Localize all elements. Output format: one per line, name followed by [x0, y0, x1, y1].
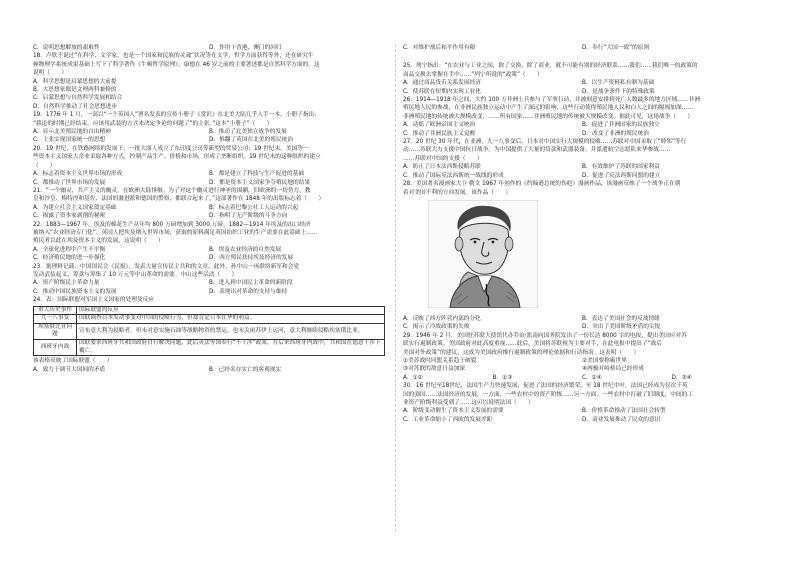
- statement-3: ③对苏联的敌意日益加深: [403, 366, 465, 373]
- option-d: D．表现出对革命的支持与维持: [209, 288, 288, 295]
- question-29: [403, 332, 761, 382]
- question-18: [33, 52, 385, 111]
- table-cell: 九一八事变: [34, 315, 77, 324]
- option-c: C．说明思想解放的艰难性: [33, 45, 100, 51]
- option-b: B．都是建立了科技与生产促进的基础: [209, 171, 304, 178]
- question-21: [33, 187, 385, 221]
- option-b: B．①③: [492, 374, 513, 381]
- option-b: B．进入到中国民主革命的新阶段: [209, 280, 293, 287]
- question-text: 25．列宁指出：“在农业与工业之间，除了交换，除了商业，就不可能有别的经济联系……我们……我们唯一的政策的: [403, 63, 698, 70]
- table-cell: 西班牙内战: [34, 339, 77, 355]
- option-a: A．阶级变动催生了资本主义发展的需要: [403, 408, 504, 415]
- option-a: A．①②: [403, 374, 423, 381]
- option-b: B．促进了非洲国家的民族独立: [582, 122, 660, 129]
- table-row: [34, 323, 385, 339]
- question-text: 业资产阶级利益受到了……这可以说明法国（ ）: [403, 399, 534, 406]
- question-text: 些资本主义国家大企业采取各种方式，控制产品生产、价格和市场，形成了垄断组织。19 世纪末的这种组织的建立: [33, 154, 321, 161]
- option-d: D．改变了非洲的殖民统治: [582, 130, 649, 137]
- option-d: D．自然科学推动了社会思想进步: [33, 103, 118, 110]
- question-22: [33, 221, 385, 263]
- question-text: 26．1914—1918 年之间，大约 100 万非洲士兵参与了军事行动，并被刻意安排到死亡人数最多的地方区域……非洲: [403, 97, 701, 104]
- question-text: 动……苏联大力支援中国抗日战争，为中国提供了大量的贷款和武器装备，并派遣航空志愿队来华参战……: [403, 147, 671, 154]
- table-row: [34, 306, 385, 315]
- statement-2: ②美国要称霸世界: [582, 357, 627, 364]
- option-d: D．西方殖民扶持埃及经济的发展: [209, 255, 294, 262]
- question-text: 非洲殖民地的传统被大规模改变，……所有国家……非洲殖民地的传统被大规模改变。据此可见，这场战争（ ）: [403, 113, 694, 120]
- question-24: [33, 296, 385, 374]
- question-text: 27．20 世纪 30 年代，在亚洲，九一八事变后，日本对中国实行大规模的侵略……苏联对中国采取了“睦邻”等行: [403, 139, 687, 146]
- table-cell: 宣布意大利为侵略者，但未对意实施石油等战略物资的禁运，也未关闭苏伊士运河，意大利继续侵略埃塞俄比亚。: [77, 323, 385, 339]
- option-d: D．是战争条件下的特殊政策: [582, 88, 655, 95]
- option-c: C．②④: [582, 374, 602, 381]
- options-prev: [403, 44, 761, 52]
- option-c: C．主张实现国家统一的思想: [33, 137, 106, 144]
- question-text: （ ）: [33, 162, 56, 169]
- option-c: C．都推动了世界市场的发展: [33, 179, 106, 186]
- question-text: 国的强国……法国经济的发展，一方面，一些农村中的资产阶级……另一方面，一些农村中打破了旧制度，中间的工: [403, 391, 694, 398]
- question-text: 殖民者以此在埃及资本主义的发展，这说明（ ）: [33, 238, 164, 245]
- option-a: A．通过商品货币关系发展经济: [403, 80, 481, 87]
- option-c: C．使苏联在短期内实现工业化: [403, 88, 481, 95]
- political-cartoon-image: [428, 200, 538, 308]
- question-text: “我论的时期已经结束，应该用武装的方式来决定争论的问题了”的主张。”这本“小册子”（ ）: [33, 120, 273, 127]
- column-divider: [395, 44, 396, 532]
- option-b: B．表达了美国社会的反战情绪: [582, 315, 660, 322]
- option-c: C．揭露了资本家剥削的秘密: [33, 213, 106, 220]
- option-d: D．作用于香港、澳门的回归: [209, 45, 282, 51]
- option-b: B．价格革命推动了法国社会转型: [582, 408, 666, 415]
- question-text: 顿物理学系统成果基础上写下了科学著作《牛顿哲学原理》。康德在 46 岁之前的主要著述都是自然科学方面的。这: [33, 61, 320, 68]
- option-a: A．资产阶级民主革命力量: [33, 280, 100, 287]
- question-30: [403, 382, 761, 424]
- option-d: D．奉行“大国一致”的原则: [582, 45, 650, 51]
- question-26: [403, 96, 761, 138]
- option-d: D．商业发展推动了民众的意识: [582, 416, 661, 423]
- option-b: B．已经名存实亡的客观现实: [209, 366, 282, 373]
- right-column: [403, 44, 761, 532]
- question-text: 23．据理料记载：中国国民会《民报》，发表大量宣传民主共和的文章，此外，孙中山一再联络新军和会党: [33, 263, 300, 270]
- question-text: 18．卢欣不说过“在科学、文学家，也是一个国家和民族的灵魂”状况等在文学，哲学方面获得等外，还在研究牛: [33, 53, 314, 60]
- question-text: 20．19 世纪，在铁路网络的发展下，一批大商人成立了东印度公司等新型的贸易公司；19 世纪末，美国等一: [33, 145, 309, 152]
- option-d: D．推翻了英国在北美的殖民统治: [209, 137, 294, 144]
- option-b: B．大思想家都是文理两科兼修的: [33, 87, 117, 94]
- option-c: C．推动了国际反法西斯统一战线的形成: [403, 172, 504, 179]
- option-b: B．以生产资料私有制为基础: [582, 80, 655, 87]
- question-text: 28．美国著名漫画家大卫·勒文 1967 年创作的《约翰逊总统的伤疤》漫画作品，该漫画反映了一个战争正在朝: [403, 181, 681, 188]
- option-d: D．促进了反法西斯同盟的建立: [582, 172, 661, 179]
- question-text: 联实行遏制政策。美国政府对此高度重视……此后，美国将苏联视为主要对手，在此电报中提出了“战后: [403, 341, 662, 348]
- question-27: [403, 138, 761, 180]
- table-header-cell: 国际联盟的反应: [77, 306, 385, 315]
- option-a: A．全球化进程中产生不平衡: [33, 246, 106, 253]
- option-d: D．突出了美国阶级矛盾的尖锐: [582, 324, 661, 331]
- option-b: B．推动了北美独立战争的发展: [209, 129, 287, 136]
- option-a: A．致力于调节大国间的矛盾: [33, 366, 106, 373]
- question-text: 殖民地人民的参战，在非洲民族独立运动中产生了深远的影响，这些行动使得殖民地人民和白人之间的隔阂加深……: [403, 105, 694, 112]
- options-prev: [33, 44, 385, 52]
- option-c: C．揭示了冷战政策的失败: [403, 324, 470, 331]
- table-row: [34, 315, 385, 324]
- option-c: C．对维护战后和平作用有限: [403, 45, 476, 51]
- option-a: A．为建立社会主义国家奠定基础: [33, 204, 117, 211]
- question-text: 商品交换去掌握在手中……”列宁所说的“政策”（ ）: [403, 71, 543, 78]
- option-d: D．都是资本主义国家争夺殖民地的结果: [209, 179, 311, 186]
- option-b: B．有效维护了苏联的国家利益: [582, 164, 660, 171]
- option-a: A．反映了西方阵营内部的分化: [403, 315, 481, 322]
- option-c: C．经济殖民地的进一步强化: [33, 255, 106, 262]
- option-d: D．指明了无产阶级的斗争方向: [209, 213, 288, 220]
- question-text: 发动武装起义，筹款与筹集了 10 万元等中山革命的需要。中山这些活动（ ）: [33, 271, 238, 278]
- table-cell: 埃塞俄比亚问题: [34, 323, 77, 339]
- question-text: 21．“一个幽灵，共产主义的幽灵，在欧洲大陆徘徊。为了对这个幽灵进行神圣的围剿，旧欧洲的一切势力，教: [33, 187, 311, 194]
- question-20: [33, 145, 385, 187]
- question-28: [403, 180, 761, 332]
- question-text: 该表格反映了国际联盟（ ）: [33, 358, 113, 365]
- option-a: A．科学思想是启蒙思想的大前提: [33, 78, 117, 85]
- question-text: 30．16 世纪至18世纪，法国生产力快速发展，促进了法国的经济繁荣，至 18 世纪中叶，法国已经成为仅次于英: [403, 383, 688, 390]
- question-text: 说明（ ）: [33, 70, 68, 77]
- question-text: 皇和沙皇、梅特涅和基佐、法国的激进派和德国的警察，都联合起来了。”这部著作在 1848 年的出版标志着（ ）: [33, 196, 325, 203]
- statement-1: ①美苏战时同盟关系趋于破裂: [403, 357, 477, 364]
- option-b: B．标志着巴黎公社工人运动的兴起: [209, 204, 299, 211]
- table-header-cell: 重大历史事件: [34, 306, 77, 315]
- question-text: 被纳入“农业经济专门化”。英国人把埃及纳入世界市场，获取的原料满足英国纺织工业的生产需要在此基础上……: [33, 229, 318, 236]
- question-text: 美国对外政策”的建议，这成为美国政府推行遏制政策的理论依据和行动指南。这表明（ ）: [403, 349, 640, 356]
- option-c: C．工业革命缩小了西欧的发展差距: [403, 416, 493, 423]
- question-text: 19．1776 年 1 月，一部以“一个英国人”署名发表的宣传小册子《常识》在北美大陆几乎人手一本，小册子指出：: [33, 112, 320, 119]
- question-text: 22．1883—1967 年，埃及的棉花生产从年均 800 万磅增加到 3000 万磅。1882—1914 年埃及的出口经济: [33, 221, 311, 228]
- table-cell: 国联要求西班牙共和国政府自行解决问题，此后英法等国奉行“不干涉”政策。在后来西班牙内战中，共和国在德意干涉下覆亡。: [77, 339, 385, 355]
- league-response-table: [33, 306, 385, 357]
- option-d: D．③④: [671, 374, 692, 381]
- question-23: [33, 263, 385, 297]
- option-a: A．防止了日本法西斯侵略苏联: [403, 164, 481, 171]
- option-a: A．显示北美殖民地的自由精神: [33, 129, 111, 136]
- question-25: [403, 62, 761, 96]
- question-text: ……苏联对中国的支援（ ）: [403, 155, 483, 162]
- table-cell: 国联调查日本发动事变对中国的侵略行为，但却肯定日本在华的利益。: [77, 315, 385, 324]
- question-text: 着对美国不利的方向发展。该作品（ ）: [403, 189, 512, 196]
- option-c: C．启蒙思想与自然科学发展相结合: [33, 95, 123, 102]
- option-a: A．动摇了欧洲帝国主义统治: [403, 122, 476, 129]
- option-c: C．推动了非洲民族主义觉醒: [403, 130, 476, 137]
- option-a: A．标志着资本主义世界市场的形成: [33, 171, 123, 178]
- statement-4: ④两极对峙格局已经形成: [582, 366, 644, 373]
- option-c: C．推动中国民族资本主义的发展: [33, 288, 117, 295]
- question-19: [33, 111, 385, 145]
- question-text: 24．表：国际联盟对军国主义国家的处理及反应: [33, 297, 154, 304]
- option-b: B．埃及农业经济的自然发展: [209, 246, 282, 253]
- left-column: [33, 44, 385, 532]
- question-text: 29．1946 年 2 月，美国驻苏联大使馆代办乔治·凯南向国务院发出了一份长达 8000 字的电报，提出美国应对苏: [403, 332, 687, 339]
- table-row: [34, 339, 385, 355]
